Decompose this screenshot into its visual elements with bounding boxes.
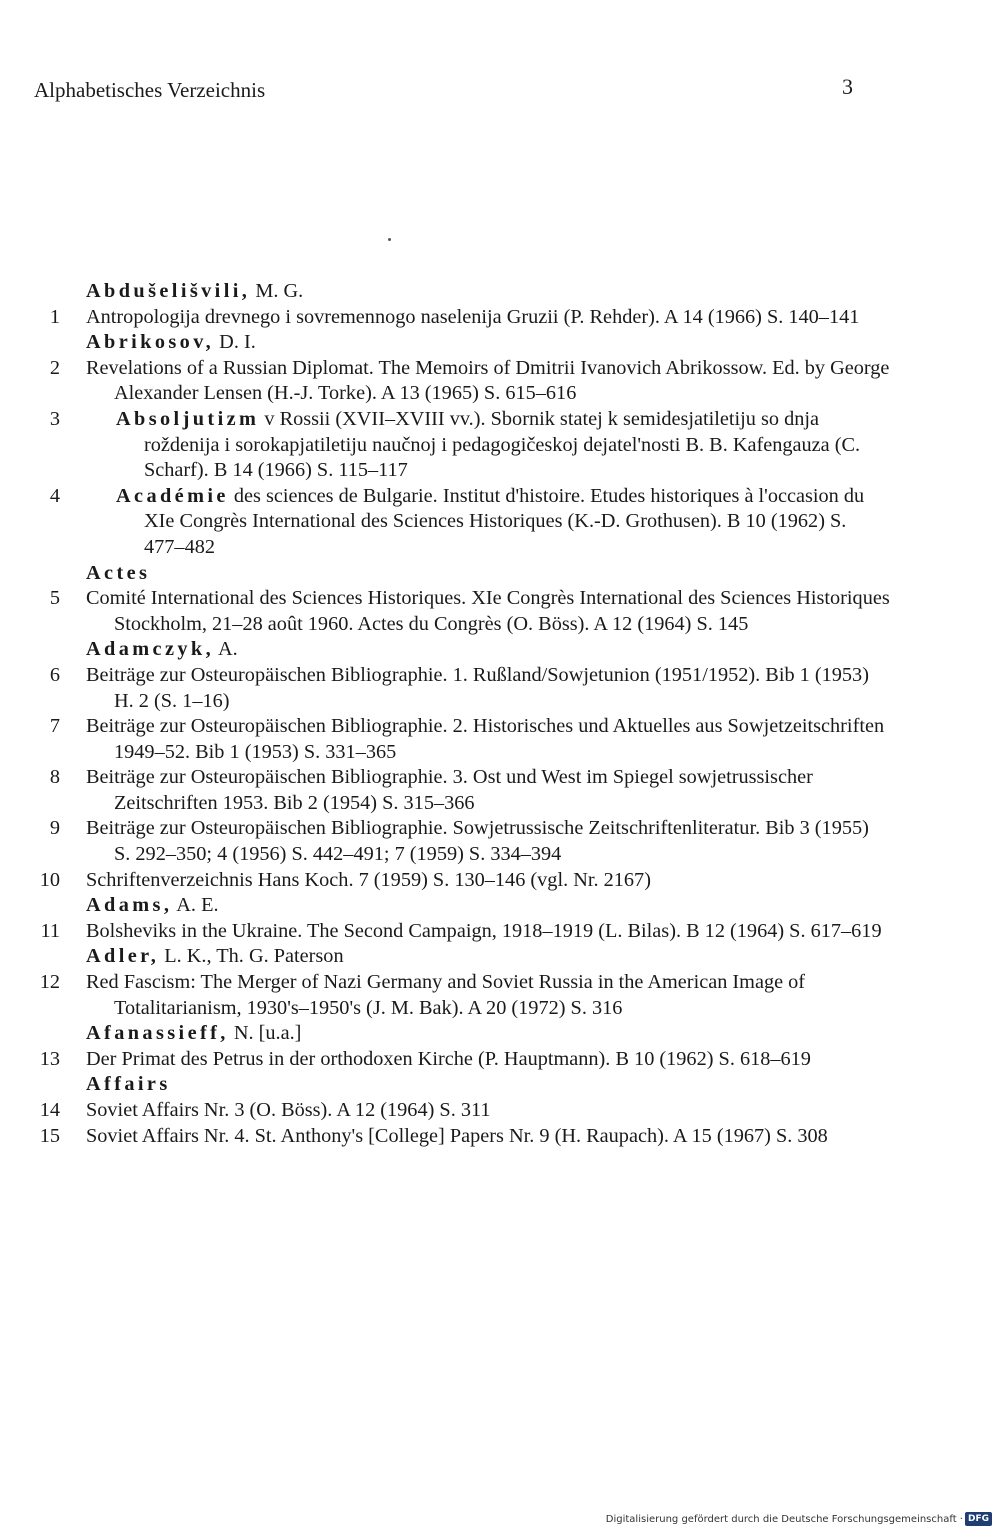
index-entry	[30, 356, 890, 407]
entry-number: 1	[49, 305, 60, 328]
author-heading	[30, 561, 890, 587]
index-entry	[30, 970, 890, 1021]
heading-initials: A.	[214, 638, 238, 661]
entry-number: 7	[49, 715, 60, 738]
entry-lead-word: Absoljutizm	[116, 407, 260, 430]
entry-text: Beiträge zur Osteuropäischen Bibliographie. 3. Ost und West im Spiegel sowjetrussischer Zeitschriften 1953. Bib 2 (1954) S. 315–366	[86, 766, 813, 814]
entry-number: 11	[40, 919, 60, 942]
index-entry	[30, 816, 890, 867]
entry-number: 6	[49, 663, 60, 686]
heading-initials: M. G.	[250, 280, 304, 302]
entry-number: 2	[49, 356, 60, 379]
entry-text: Schriftenverzeichnis Hans Koch. 7 (1959) S. 130–146 (vgl. Nr. 2167)	[86, 868, 651, 891]
entry-text: Comité International des Sciences Historiques. XIe Congrès International des Sciences Historiques Stockholm, 21–28 août 1960. Actes du Congrès (O. Böss). A 12 (1964) S. 145	[86, 587, 890, 635]
heading-name: Afanassieff,	[86, 1022, 229, 1045]
index-entry	[30, 868, 890, 894]
entry-lead-word: Académie	[116, 484, 229, 507]
index-entry	[30, 919, 890, 945]
heading-name: Adler,	[86, 945, 160, 968]
index-entry	[30, 765, 890, 816]
heading-name: Actes	[86, 561, 151, 584]
index-entry	[30, 1098, 890, 1124]
heading-initials: L. K., Th. G. Paterson	[159, 945, 344, 968]
author-heading	[30, 1072, 890, 1098]
entry-text: Beiträge zur Osteuropäischen Bibliographie. 2. Historisches und Aktuelles aus Sowjetzeitschriften 1949–52. Bib 1 (1953) S. 331–365	[86, 715, 885, 763]
entry-text: Der Primat des Petrus in der orthodoxen Kirche (P. Hauptmann). B 10 (1962) S. 618–619	[86, 1047, 811, 1070]
index-entry	[30, 586, 890, 637]
entry-text: Revelations of a Russian Diplomat. The Memoirs of Dmitrii Ivanovich Abrikossow. Ed. by George Alexander Lensen (H.-J. Torke). A 13 (1965) S. 615–616	[86, 356, 890, 405]
index-entry	[30, 663, 890, 714]
heading-name: Abdušelišvili,	[86, 280, 251, 302]
author-heading	[30, 279, 890, 305]
entry-number: 5	[49, 587, 60, 610]
entry-number: 3	[49, 407, 60, 430]
heading-name: Abrikosov,	[86, 331, 215, 354]
index-entry	[30, 407, 890, 484]
entry-text: Antropologija drevnego i sovremennogo naselenija Gruzii (P. Rehder). A 14 (1966) S. 140–141	[86, 305, 860, 328]
entry-text: Beiträge zur Osteuropäischen Bibliographie. Sowjetrussische Zeitschriftenliteratur. Bib 3 (1955) S. 292–350; 4 (1956) S. 442–491; 7 (1959) S. 334–394	[86, 817, 869, 866]
heading-initials: D. I.	[214, 331, 256, 354]
index-entry	[30, 714, 890, 765]
credit-text: Digitalisierung gefördert durch die Deutsche Forschungsgemeinschaft ·	[605, 1513, 963, 1525]
digitization-credit	[606, 1512, 992, 1526]
index-entry	[30, 1047, 890, 1073]
heading-name: Adamczyk,	[86, 638, 215, 661]
entry-text: Red Fascism: The Merger of Nazi Germany and Soviet Russia in the American Image of Totalitarianism, 1930's–1950's (J. M. Bak). A 20 (1972) S. 316	[86, 971, 806, 1019]
page-number: 3	[842, 74, 853, 99]
entry-text: Beiträge zur Osteuropäischen Bibliographie. 1. Rußland/Sowjetunion (1951/1952). Bib 1 (1953) H. 2 (S. 1–16)	[86, 663, 869, 712]
heading-name: Affairs	[86, 1073, 171, 1096]
author-heading	[30, 944, 890, 970]
scan-speck	[388, 238, 391, 241]
author-heading	[30, 1021, 890, 1047]
entry-text: Soviet Affairs Nr. 4. St. Anthony's [College] Papers Nr. 9 (H. Raupach). A 15 (1967) S. 308	[86, 1124, 828, 1147]
author-heading	[30, 330, 890, 356]
index-entry	[30, 305, 890, 331]
entry-body: v Rossii (XVII–XVIII vv.). Sbornik statej k semidesjatiletiju so dnja roždenija i sorokapjatiletiju naučnoj i pedagogičeskoj dejatel'nosti B. B. Kafengauza (C. Scharf). B 14 (1966) S. 115–117	[144, 407, 861, 482]
entry-number: 12	[39, 971, 60, 994]
entry-text: Soviet Affairs Nr. 3 (O. Böss). A 12 (1964) S. 311	[86, 1099, 491, 1121]
entry-text	[60, 407, 890, 484]
entry-number: 10	[39, 868, 60, 891]
entry-number: 13	[39, 1047, 60, 1070]
entry-number: 14	[39, 1099, 60, 1121]
dfg-logo: DFG	[965, 1512, 992, 1526]
index-list	[30, 279, 890, 1149]
index-entry	[30, 1124, 890, 1150]
heading-initials: A. E.	[172, 894, 219, 917]
entry-text	[60, 484, 890, 561]
index-entry	[30, 484, 890, 561]
entry-text: Bolsheviks in the Ukraine. The Second Campaign, 1918–1919 (L. Bilas). B 12 (1964) S. 617–619	[86, 919, 882, 942]
author-heading	[30, 893, 890, 919]
entry-body: des sciences de Bulgarie. Institut d'histoire. Etudes historiques à l'occasion du XIe Congrès International des Sciences Historiques (K.-D. Grothusen). B 10 (1962) S. 477–482	[144, 484, 865, 558]
author-heading	[30, 637, 890, 663]
entry-number: 4	[49, 484, 60, 507]
entry-number: 8	[49, 766, 60, 789]
running-head: Alphabetisches Verzeichnis	[34, 78, 266, 102]
heading-initials: N. [u.a.]	[228, 1022, 302, 1045]
entry-number: 9	[49, 817, 60, 840]
heading-name: Adams,	[86, 894, 173, 917]
entry-number: 15	[39, 1124, 60, 1147]
